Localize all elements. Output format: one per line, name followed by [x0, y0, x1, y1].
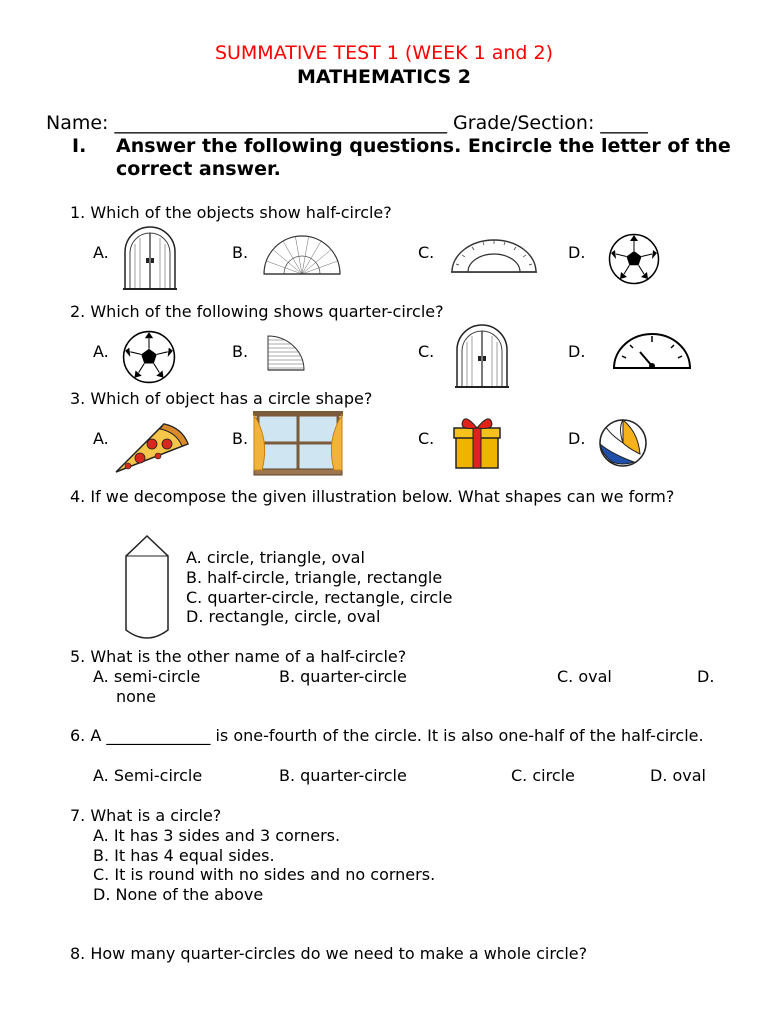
window-icon	[252, 410, 344, 476]
q3-option-b[interactable]: B.	[232, 429, 249, 448]
question-4	[70, 487, 743, 507]
q3-option-a[interactable]: A.	[93, 429, 109, 448]
question-3: 3. Which of object has a circle shape?	[70, 389, 373, 408]
soccer-ball-icon	[608, 233, 660, 285]
q6-option-c[interactable]: C. circle	[511, 766, 575, 785]
section-instruction: Answer the following questions. Encircle the letter of the correct answer.	[116, 135, 731, 180]
quarter-circle-icon	[266, 334, 308, 372]
gift-box-icon	[452, 414, 502, 470]
q7-option-b[interactable]: B. It has 4 equal sides.	[93, 846, 275, 865]
q3-option-d[interactable]: D.	[568, 429, 586, 448]
q5-option-d-text: none	[116, 687, 156, 706]
question-4-text: 4. If we decompose the given illustration below. What shapes can we form?	[70, 487, 675, 506]
pizza-slice-icon	[112, 416, 192, 476]
q2-option-c[interactable]: C.	[418, 342, 435, 361]
q2-option-d[interactable]: D.	[568, 342, 586, 361]
q4-option-d[interactable]: D. rectangle, circle, oval	[186, 607, 381, 626]
subject-title: MATHEMATICS 2	[297, 66, 471, 88]
q1-option-d[interactable]: D.	[568, 243, 586, 262]
q6-option-b[interactable]: B. quarter-circle	[279, 766, 407, 785]
q4-option-a[interactable]: A. circle, triangle, oval	[186, 548, 365, 567]
q2-option-a[interactable]: A.	[93, 342, 109, 361]
q6-option-a[interactable]: A. Semi-circle	[93, 766, 203, 785]
q2-option-b[interactable]: B.	[232, 342, 249, 361]
q5-option-a[interactable]: A. semi-circle	[93, 667, 201, 686]
question-5: 5. What is the other name of a half-circle?	[70, 647, 407, 666]
soccer-ball-icon	[122, 330, 176, 384]
q7-option-c[interactable]: C. It is round with no sides and no corners.	[93, 865, 436, 884]
gauge-icon	[612, 332, 692, 370]
name-grade-line: Name: ___________________________________ Grade/Section: _____	[46, 112, 648, 134]
arched-door-icon	[454, 322, 510, 388]
q6-option-d[interactable]: D. oval	[650, 766, 706, 785]
section-number: I.	[72, 135, 87, 157]
volleyball-icon	[598, 418, 648, 468]
q7-option-d[interactable]: D. None of the above	[93, 885, 264, 904]
test-title: SUMMATIVE TEST 1 (WEEK 1 and 2)	[214, 42, 554, 64]
question-8: 8. How many quarter-circles do we need to make a whole circle?	[70, 944, 588, 963]
question-7: 7. What is a circle?	[70, 806, 222, 825]
q5-option-c[interactable]: C. oval	[557, 667, 612, 686]
q1-option-b[interactable]: B.	[232, 243, 249, 262]
q1-option-a[interactable]: A.	[93, 243, 109, 262]
protractor-icon	[262, 236, 342, 278]
question-1: 1. Which of the objects show half-circle?	[70, 203, 392, 222]
decompose-shape-icon	[122, 534, 172, 644]
q3-option-c[interactable]: C.	[418, 429, 435, 448]
q1-option-c[interactable]: C.	[418, 243, 435, 262]
q5-option-b[interactable]: B. quarter-circle	[279, 667, 407, 686]
q4-option-c[interactable]: C. quarter-circle, rectangle, circle	[186, 588, 453, 607]
protractor-icon	[450, 236, 538, 276]
q4-option-b[interactable]: B. half-circle, triangle, rectangle	[186, 568, 443, 587]
q7-option-a[interactable]: A. It has 3 sides and 3 corners.	[93, 826, 341, 845]
arched-door-icon	[122, 224, 178, 290]
q5-option-d[interactable]: D.	[697, 667, 715, 686]
question-2: 2. Which of the following shows quarter-circle?	[70, 302, 444, 321]
question-6: 6. A _____________ is one-fourth of the circle. It is also one-half of the half-circle.	[70, 726, 704, 745]
